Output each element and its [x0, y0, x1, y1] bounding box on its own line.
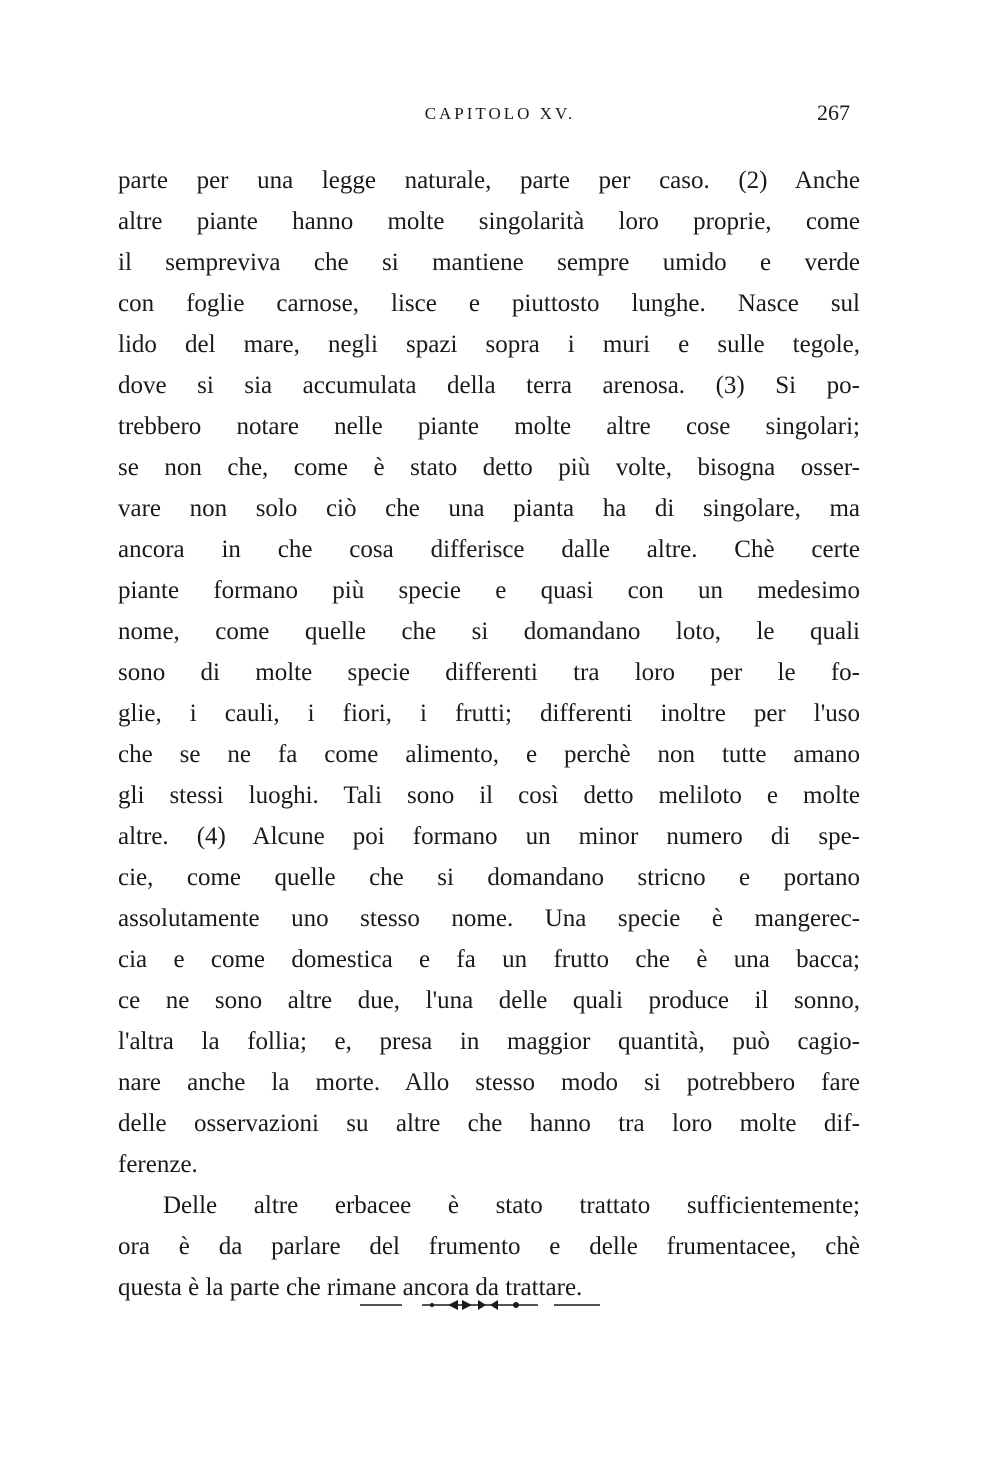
text-line: assolutamente uno stesso nome. Una specie è mangerec-	[118, 905, 860, 932]
body-text	[118, 160, 860, 1308]
text-line: trebbero notare nelle piante molte altre cose singolari;	[118, 413, 860, 440]
text-line: con foglie carnose, lisce e piuttosto lunghe. Nasce sul	[118, 290, 860, 317]
text-line: lido del mare, negli spazi sopra i muri e sulle tegole,	[118, 331, 860, 358]
text-line: che se ne fa come alimento, e perchè non tutte amano	[118, 741, 860, 768]
text-line: Delle altre erbacee è stato trattato sufficientemente;	[163, 1192, 860, 1219]
running-head	[0, 100, 1000, 130]
text-line: sono di molte specie differenti tra loro per le fo-	[118, 659, 860, 686]
text-line: nome, come quelle che si domandano loto, le quali	[118, 618, 860, 645]
text-line: cie, come quelle che si domandano stricno e portano	[118, 864, 860, 891]
text-line: ce ne sono altre due, l'una delle quali produce il sonno,	[118, 987, 860, 1014]
text-line: gli stessi luoghi. Tali sono il così detto meliloto e molte	[118, 782, 860, 809]
text-line: cia e come domestica e fa un frutto che è una bacca;	[118, 946, 860, 973]
text-line: piante formano più specie e quasi con un medesimo	[118, 577, 860, 604]
text-line: delle osservazioni su altre che hanno tra loro molte dif-	[118, 1110, 860, 1137]
text-line: ancora in che cosa differisce dalle altre. Chè certe	[118, 536, 860, 563]
text-line: altre piante hanno molte singolarità loro proprie, come	[118, 208, 860, 235]
text-line: nare anche la morte. Allo stesso modo si potrebbero fare	[118, 1069, 860, 1096]
text-line: ora è da parlare del frumento e delle frumentacee, chè	[118, 1233, 860, 1260]
paragraph-1	[118, 160, 860, 1185]
end-of-chapter-ornament	[360, 1298, 600, 1312]
text-line: l'altra la follia; e, presa in maggior quantità, può cagio-	[118, 1028, 860, 1055]
text-line: se non che, come è stato detto più volte, bisogna osser-	[118, 454, 860, 481]
paragraph-2	[118, 1185, 860, 1308]
text-line: glie, i cauli, i fiori, i frutti; differenti inoltre per l'uso	[118, 700, 860, 727]
text-line: il sempreviva che si mantiene sempre umido e verde	[118, 249, 860, 276]
text-line: ferenze.	[118, 1151, 198, 1178]
chapter-title: CAPITOLO XV.	[424, 104, 576, 123]
text-line: questa è la parte che rimane ancora da trattare.	[118, 1274, 583, 1301]
text-line: parte per una legge naturale, parte per caso. (2) Anche	[118, 167, 860, 194]
text-line: altre. (4) Alcune poi formano un minor numero di spe-	[118, 823, 860, 850]
page-number: 267	[817, 100, 850, 125]
text-line: dove si sia accumulata della terra arenosa. (3) Si po-	[118, 372, 860, 399]
text-line: vare non solo ciò che una pianta ha di singolare, ma	[118, 495, 860, 522]
